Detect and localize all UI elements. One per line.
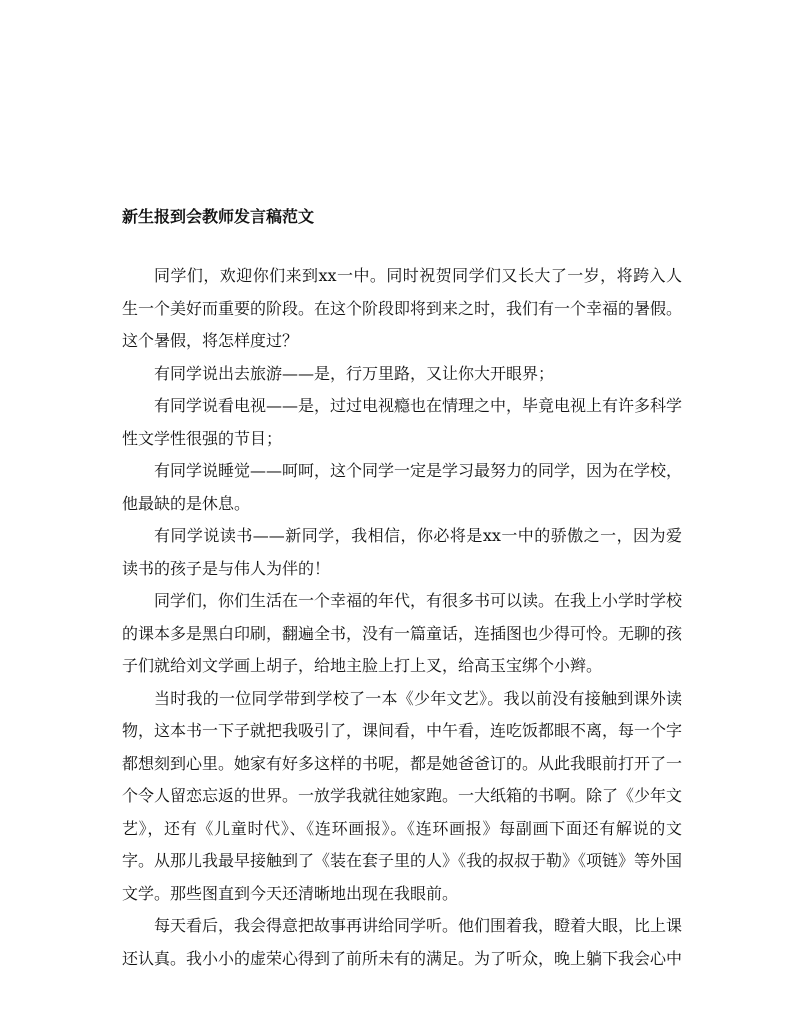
document-body	[122, 260, 682, 975]
paragraph-5: 有同学说读书——新同学，我相信，你必将是xx一中的骄傲之一，因为爱读书的孩子是与伟人为伴的！	[122, 526, 682, 578]
paragraph-6: 同学们，你们生活在一个幸福的年代，有很多书可以读。在我上小学时学校的课本多是黑白印刷，翻遍全书，没有一篇童话，连插图也少得可怜。无聊的孩子们就给刘文学画上胡子，给地主脸上打上叉，给高玉宝绑个小辫。	[122, 591, 683, 675]
paragraph-3: 有同学说看电视——是，过过电视瘾也在情理之中，毕竟电视上有许多科学性文学性很强的节目；	[122, 396, 683, 448]
paragraph-2: 有同学说出去旅游——是，行万里路，又让你大开眼界；	[154, 363, 555, 383]
document-title: 新生报到会教师发言稿范文	[122, 207, 315, 226]
paragraph-4: 有同学说睡觉——呵呵，这个同学一定是学习最努力的同学，因为在学校，他最缺的是休息。	[122, 461, 683, 513]
paragraph-8: 每天看后，我会得意把故事再讲给同学听。他们围着我，瞪着大眼，比上课还认真。我小小的虚荣心得到了前所未有的满足。为了听众，晚上躺下我会心中	[122, 916, 683, 968]
paragraph-7: 当时我的一位同学带到学校了一本《少年文艺》。我以前没有接触到课外读物，这本书一下子就把我吸引了，课间看，中午看，连吃饭都眼不离，每一个字都想刻到心里。她家有好多这样的书呢，都是她爸爸订的。从此我眼前打开了一个令人留恋忘返的世界。一放学我就往她家跑。一大纸箱的书啊。除了《少年文艺》，还有《儿童时代》、《连环画报》。《连环画报》每副画下面还有解说的文字。从那儿我最早接触到了《装在套子里的人》《我的叔叔于勒》《项链》等外国文学。那些图直到今天还清晰地出现在我眼前。	[122, 688, 683, 903]
paragraph-1: 同学们，欢迎你们来到xx一中。同时祝贺同学们又长大了一岁，将跨入人生一个美好而重要的阶段。在这个阶段即将到来之时，我们有一个幸福的暑假。这个暑假，将怎样度过？	[122, 266, 683, 350]
